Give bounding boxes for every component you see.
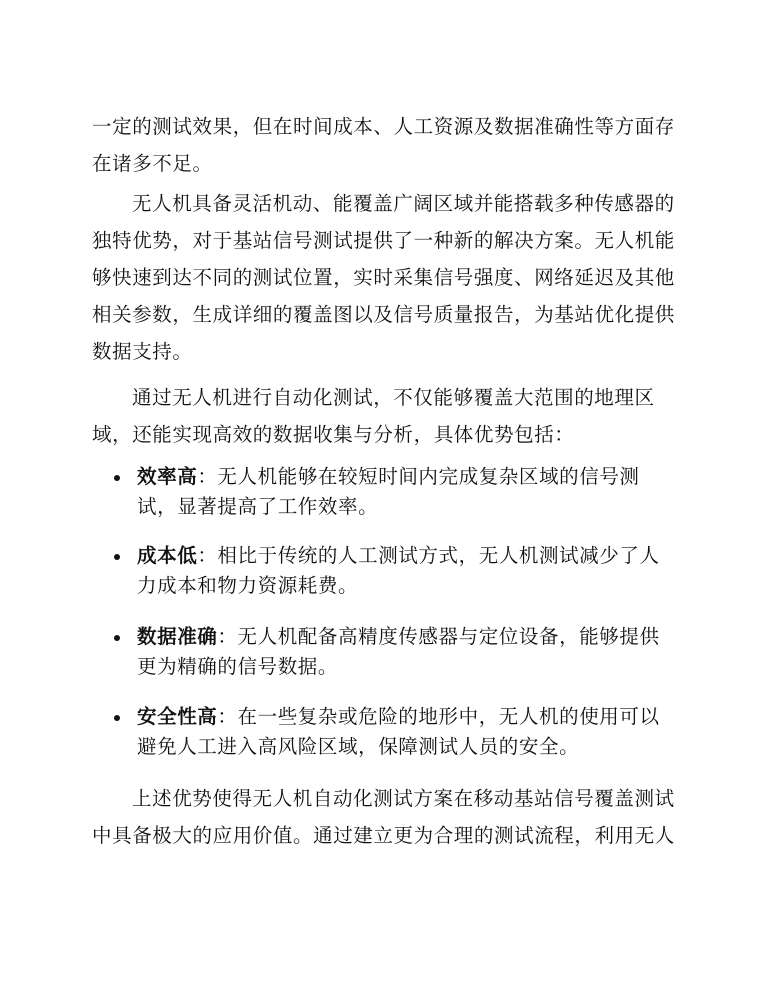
list-item-term: 安全性高 [137,705,218,728]
list-item-text: ：相比于传统的人工测试方式，无人机测试减少了人 [197,544,660,567]
bullet-icon [114,715,120,721]
list-item-term: 成本低 [137,544,198,567]
list-item-text: 力成本和物力资源耗费。 [137,574,359,597]
list-item-text: 试，显著提高了工作效率。 [137,495,379,518]
text-line: 数据支持。 [92,340,193,363]
text-line: 中具备极大的应用价值。通过建立更为合理的测试流程，利用无人 [92,824,675,847]
list-item-text: ：无人机能够在较短时间内完成复杂区域的信号测 [197,465,640,488]
text-line: 无人机具备灵活机动、能覆盖广阔区域并能搭载多种传感器的 [132,192,675,215]
list-item-text: ：无人机配备高精度传感器与定位设备，能够提供 [217,625,660,648]
text-line: 独特优势，对于基站信号测试提供了一种新的解决方案。无人机能 [92,229,675,252]
paragraph-continuation [92,108,674,182]
paragraph-conclusion [92,780,674,854]
list-item-text: 更为精确的信号数据。 [137,655,339,678]
text-line: 相关参数，生成详细的覆盖图以及信号质量报告，为基站优化提供 [92,303,675,326]
text-line: 够快速到达不同的测试位置，实时采集信号强度、网络延迟及其他 [92,266,675,289]
bullet-icon [114,475,120,481]
text-line: 在诸多不足。 [92,152,213,175]
text-line: 通过无人机进行自动化测试，不仅能够覆盖大范围的地理区 [132,386,655,409]
list-item-term: 数据准确 [137,625,218,648]
bullet-icon [114,554,120,560]
list-item-text: 避免人工进入高风险区域，保障测试人员的安全。 [137,735,580,758]
paragraph-automation-intro [92,379,674,453]
bullet-icon [114,635,120,641]
text-line: 域，还能实现高效的数据收集与分析，具体优势包括： [92,423,575,446]
paragraph-drone-advantages [92,185,674,370]
text-line: 一定的测试效果，但在时间成本、人工资源及数据准确性等方面存 [92,115,675,138]
text-line: 上述优势使得无人机自动化测试方案在移动基站信号覆盖测试 [132,787,675,810]
list-item-text: ：在一些复杂或危险的地形中，无人机的使用可以 [217,705,660,728]
list-item-term: 效率高 [137,465,198,488]
